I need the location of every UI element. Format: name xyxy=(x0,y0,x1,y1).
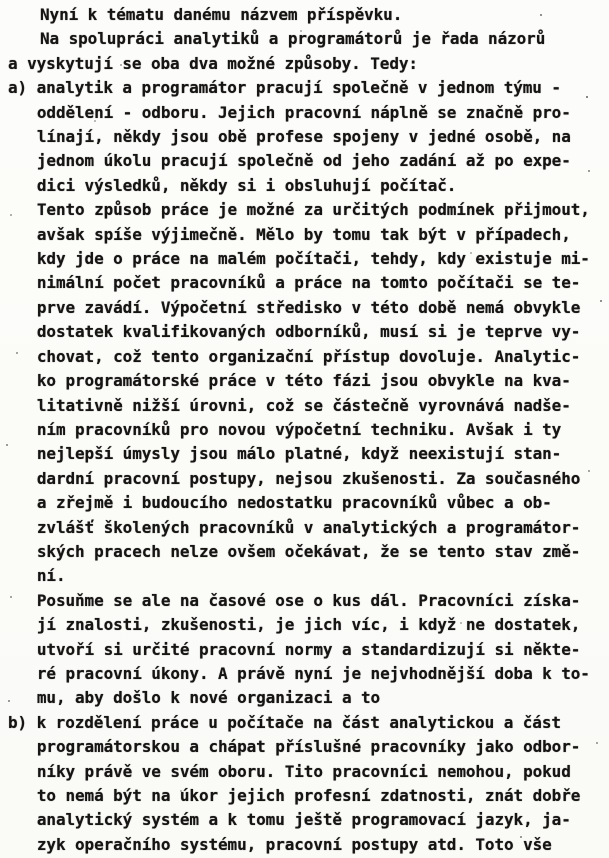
list-item-line: a) analytik a programátor pracují společně v jednom týmu - xyxy=(8,78,561,98)
text-line: Na spolupráci analytiků a programátorů je řada názorů xyxy=(40,29,546,49)
text-line: dardní pracovní postupy, nejsou zkušenosti. Za současného xyxy=(36,468,581,488)
text-line: prve zavádí. Výpočetní středisko v této době nemá obvykle xyxy=(36,297,581,317)
text-line: zvlášť školených pracovníků v analytických a programátor- xyxy=(36,517,581,537)
text-line: a zřejmě i budoucího nedostatku pracovníků vůbec a ob- xyxy=(36,493,552,513)
text-line: Tento způsob práce je možné za určitých podmínek přijmout, xyxy=(36,200,590,220)
text-line: Nyní k tématu danému názvem příspěvku. xyxy=(40,5,403,24)
text-line: analytický systém a k tomu ještě programovací jazyk, ja- xyxy=(36,810,571,830)
text-line: chovat, což tento organizační přístup dovoluje. Analytic- xyxy=(36,346,581,366)
text-line: utvoří si určité pracovní normy a standardizují si někte- xyxy=(36,639,581,659)
text-line: ko programátorské práce v této fázi jsou obvykle na kva- xyxy=(36,371,571,391)
list-item-line: b) k rozdělení práce u počítače na část analytickou a část xyxy=(8,712,561,732)
text-line: ní. xyxy=(36,566,66,586)
text-line: avšak spíše výjimečně. Mělo by tomu tak být v případech, xyxy=(36,224,571,244)
text-line: kdy jde o práce na malém počítači, tehdy, kdy existuje mi- xyxy=(36,249,590,269)
text-line: línají, někdy jsou obě profese spojeny v jedné osobě, na xyxy=(36,127,571,147)
text-line: jednom úkolu pracují společně od jeho zadání až po expe- xyxy=(36,151,571,171)
text-line: ním pracovníků pro novou výpočetní techniku. Avšak i ty xyxy=(36,419,562,439)
text-line: mu, aby došlo k nové organizaci a to xyxy=(36,688,381,708)
text-line: programátorskou a chápat příslušné pracovníky jako odbor- xyxy=(36,737,581,757)
text-line: oddělení - odboru. Jejich pracovní náplně se značně pro- xyxy=(36,102,571,122)
text-line: jí znalosti, zkušenosti, je jich víc, i když ne dostatek, xyxy=(36,615,581,635)
text-line: zyk operačního systému, pracovní postupy atd. Toto vše xyxy=(36,834,552,854)
text-line: ských pracech nelze ovšem očekávat, že se tento stav změ- xyxy=(36,541,581,561)
text-line: Posuňme se ale na časové ose o kus dál. Pracovníci získa- xyxy=(36,590,581,610)
text-line: a vyskytují se oba dva možné způsoby. Tedy: xyxy=(8,53,418,73)
text-line: nejlepší úmysly jsou málo platné, když neexistují stan- xyxy=(36,444,562,464)
text-line: ré pracovní úkony. A právě nyní je nejvhodnější doba k to- xyxy=(36,663,590,683)
text-line: nimální počet pracovníků a práce na tomto počítači se te- xyxy=(36,273,581,293)
text-line: dostatek kvalifikovaných odborníků, musí si je teprve vy- xyxy=(36,322,581,342)
text-line: níky právě ve svém oboru. Tito pracovníci nemohou, pokud xyxy=(36,761,571,781)
text-line: to nemá být na úkor jejich profesní zdatnosti, znát dobře xyxy=(36,786,581,805)
text-line: litativně nižší úrovni, což se částečně vyrovnává nadše- xyxy=(36,395,571,415)
text-line: dici výsledků, někdy si i obsluhují počítač. xyxy=(36,175,457,195)
